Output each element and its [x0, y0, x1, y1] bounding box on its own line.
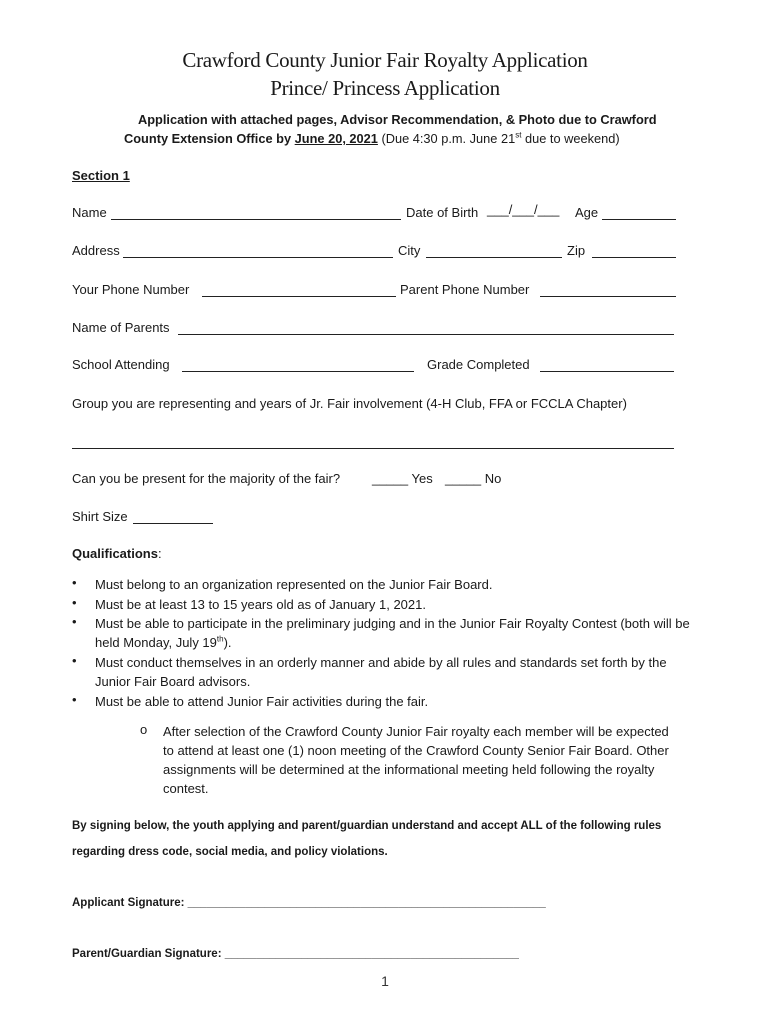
school-label: School Attending [72, 357, 170, 372]
qualification-text: Must belong to an organization represented on the Junior Fair Board. [95, 577, 493, 592]
school-field[interactable] [182, 371, 414, 372]
age-label: Age [575, 205, 599, 220]
parents-label: Name of Parents [72, 320, 170, 335]
zip-field[interactable] [592, 257, 676, 258]
qualifications-title: Qualifications [72, 546, 158, 561]
qualification-text: Must conduct themselves in an orderly manner and abide by all rules and standards set forth by the Junior Fair Board advisors. [95, 655, 667, 689]
due-note-tail: due to weekend) [521, 131, 620, 146]
qualification-sup: th [216, 634, 224, 644]
phone-label: Your Phone Number [72, 282, 190, 297]
sub-item-text: After selection of the Crawford County Junior Fair royalty each member will be expected to attend at least one (1) noon meeting of the Crawford County Senior Fair Board. Other assignments will be determined at the informational meeting held following the royalty contest. [163, 724, 669, 796]
shirt-size-field[interactable] [133, 523, 213, 524]
parent-signature-field[interactable]: Parent/Guardian Signature: ______________________________________________ [72, 948, 519, 960]
parent-phone-label: Parent Phone Number [400, 282, 530, 297]
bullet-icon: • [72, 653, 77, 668]
dob-field[interactable]: ___/___/___ [487, 202, 560, 217]
bullet-icon: • [72, 595, 77, 610]
group-field[interactable] [72, 448, 674, 449]
name-field[interactable] [111, 219, 401, 220]
bullet-icon: • [72, 692, 77, 707]
parent-phone-field[interactable] [540, 296, 676, 297]
form-subtitle: Prince/ Princess Application [270, 76, 500, 100]
parents-field[interactable] [178, 334, 674, 335]
qualification-text-multiline [95, 614, 695, 652]
grade-field[interactable] [540, 371, 674, 372]
intro-line-1: Application with attached pages, Advisor Recommendation, & Photo due to Crawford [138, 112, 657, 127]
group-label: Group you are representing and years of Jr. Fair involvement (4-H Club, FFA or FCCLA Chapter) [72, 396, 627, 411]
age-field[interactable] [602, 219, 676, 220]
qualification-text: Must be at least 13 to 15 years old as of January 1, 2021. [95, 597, 426, 612]
name-label: Name [72, 205, 107, 220]
shirt-size-label: Shirt Size [72, 509, 128, 524]
city-label: City [398, 243, 421, 258]
page-number: 1 [381, 973, 389, 989]
grade-label: Grade Completed [427, 357, 530, 372]
presence-yes[interactable]: _____ Yes [372, 471, 433, 486]
phone-field[interactable] [202, 296, 396, 297]
address-label: Address [72, 243, 120, 258]
qualification-text: Must be able to participate in the preliminary judging and in the Junior Fair Royalty Contest (both will be held Monday, July 19 [95, 616, 690, 650]
due-note: (Due 4:30 p.m. June 21 [377, 131, 516, 146]
circle-bullet-icon: o [140, 722, 148, 737]
intro-line-2 [124, 131, 620, 146]
dob-label: Date of Birth [406, 205, 479, 220]
qualifications-colon: : [157, 546, 162, 561]
bullet-icon: • [72, 575, 77, 590]
qualifications-heading [72, 546, 162, 561]
city-field[interactable] [426, 257, 562, 258]
applicant-signature-field[interactable]: Applicant Signature: ________________________________________________________ [72, 897, 546, 909]
agreement-line-1: By signing below, the youth applying and parent/guardian understand and accept ALL of the following rules [72, 820, 662, 832]
zip-label: Zip [567, 243, 586, 258]
qualification-text: Must be able to attend Junior Fair activities during the fair. [95, 694, 429, 709]
presence-question: Can you be present for the majority of the fair? [72, 471, 341, 486]
bullet-icon: • [72, 614, 77, 629]
form-title: Crawford County Junior Fair Royalty Application [182, 48, 588, 72]
section-1-heading: Section 1 [72, 168, 130, 183]
intro-office-text: County Extension Office by [124, 131, 295, 146]
due-note-sup: st [515, 130, 522, 140]
presence-no[interactable]: _____ No [445, 471, 502, 486]
address-field[interactable] [123, 257, 393, 258]
qualification-end: ). [223, 635, 232, 650]
due-date: June 20, 2021 [294, 131, 378, 146]
agreement-line-2: regarding dress code, social media, and policy violations. [72, 846, 388, 858]
